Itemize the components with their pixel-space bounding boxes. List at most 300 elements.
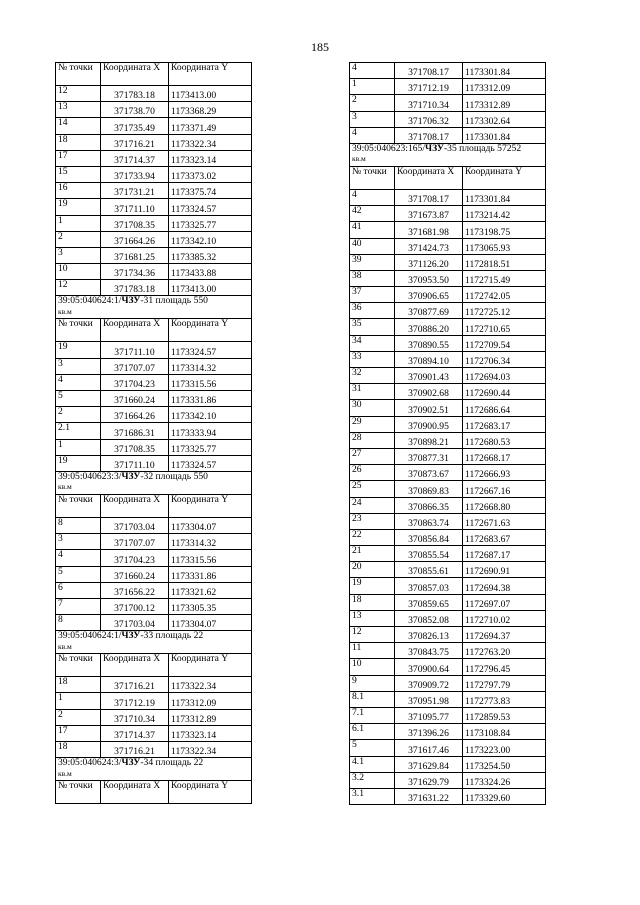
coord-y-header: Координата Y bbox=[169, 781, 252, 804]
table-row bbox=[350, 529, 546, 545]
coord-y-cell: 1173304.07 bbox=[169, 615, 252, 631]
coord-x-cell: 371711.10 bbox=[101, 455, 169, 471]
coord-x-cell: 371660.24 bbox=[101, 391, 169, 407]
point-number-cell: 14 bbox=[56, 118, 101, 134]
coord-y-cell: 1172683.17 bbox=[463, 416, 546, 432]
coord-y-cell: 1173301.84 bbox=[463, 63, 546, 79]
area-unit: кв.м bbox=[352, 154, 366, 164]
parcel-title bbox=[56, 758, 252, 781]
coord-x-cell: 370856.84 bbox=[395, 529, 463, 545]
table-row bbox=[56, 102, 252, 118]
table-row bbox=[56, 582, 252, 598]
point-number-cell: 16 bbox=[56, 183, 101, 199]
coord-x-cell: 371783.18 bbox=[101, 280, 169, 296]
coord-x-header: Координата X bbox=[101, 654, 169, 677]
point-number-cell: 1 bbox=[56, 215, 101, 231]
table-row bbox=[56, 150, 252, 166]
coord-y-cell: 1172668.80 bbox=[463, 497, 546, 513]
point-number-cell: 2 bbox=[56, 709, 101, 725]
point-number-cell: 7 bbox=[56, 598, 101, 614]
coord-x-cell: 371710.34 bbox=[101, 709, 169, 725]
parcel-number: 39:05:040624:1/ bbox=[58, 630, 122, 642]
coord-y-cell: 1173325.77 bbox=[169, 215, 252, 231]
point-number-cell: 19 bbox=[350, 578, 395, 594]
point-number-cell: 33 bbox=[350, 351, 395, 367]
table-row bbox=[56, 118, 252, 134]
coord-y-cell: 1172671.63 bbox=[463, 513, 546, 529]
table-row bbox=[350, 384, 546, 400]
point-number-cell: 12 bbox=[56, 86, 101, 102]
point-number-cell: 39 bbox=[350, 254, 395, 270]
table-row bbox=[56, 166, 252, 182]
point-number-cell: 18 bbox=[350, 594, 395, 610]
coord-x-cell: 371708.17 bbox=[395, 189, 463, 205]
point-number-cell: 31 bbox=[350, 384, 395, 400]
coord-x-cell: 371660.24 bbox=[101, 566, 169, 582]
parcel-title bbox=[56, 296, 252, 319]
point-number-cell: 4 bbox=[350, 127, 395, 143]
coord-y-cell: 1173371.49 bbox=[169, 118, 252, 134]
point-number-cell: 3.2 bbox=[350, 772, 395, 788]
page-number: 185 bbox=[311, 40, 329, 54]
point-number-cell: 10 bbox=[350, 659, 395, 675]
coord-x-cell: 370886.20 bbox=[395, 319, 463, 335]
table-row bbox=[350, 127, 546, 143]
left-column bbox=[55, 62, 252, 804]
coord-y-cell: 1172694.38 bbox=[463, 578, 546, 594]
coord-x-cell: 371712.19 bbox=[395, 79, 463, 95]
coord-y-cell: 1173301.84 bbox=[463, 127, 546, 143]
coord-x-cell: 371716.21 bbox=[101, 677, 169, 693]
point-number-cell: 3.1 bbox=[350, 788, 395, 804]
table-row bbox=[56, 517, 252, 533]
coord-x-cell: 371708.17 bbox=[395, 63, 463, 79]
table-row bbox=[350, 724, 546, 740]
point-number-cell: 8.1 bbox=[350, 691, 395, 707]
coord-x-cell: 371707.07 bbox=[101, 358, 169, 374]
table-row bbox=[56, 247, 252, 263]
coord-x-cell: 371424.73 bbox=[395, 238, 463, 254]
point-number-cell: 19 bbox=[56, 199, 101, 215]
coord-y-cell: 1173198.75 bbox=[463, 222, 546, 238]
point-number-cell: 28 bbox=[350, 432, 395, 448]
table-row bbox=[350, 756, 546, 772]
coord-x-cell: 371629.79 bbox=[395, 772, 463, 788]
point-number-cell: 13 bbox=[350, 610, 395, 626]
coordinates-table-right bbox=[349, 62, 546, 805]
coord-y-cell: 1173323.14 bbox=[169, 150, 252, 166]
table-header-row bbox=[56, 319, 252, 342]
table-row bbox=[56, 183, 252, 199]
coord-x-cell: 370890.55 bbox=[395, 335, 463, 351]
table-row bbox=[350, 254, 546, 270]
coord-y-cell: 1172742.05 bbox=[463, 287, 546, 303]
coord-x-header: Координата X bbox=[395, 166, 463, 189]
point-number-cell: 22 bbox=[350, 529, 395, 545]
table-row bbox=[350, 95, 546, 111]
coord-x-cell: 370898.21 bbox=[395, 432, 463, 448]
coord-x-cell: 371714.37 bbox=[101, 150, 169, 166]
point-number-cell: 5 bbox=[56, 391, 101, 407]
table-row bbox=[350, 432, 546, 448]
coord-y-cell: 1173333.94 bbox=[169, 423, 252, 439]
table-row bbox=[350, 287, 546, 303]
point-number-cell: 6.1 bbox=[350, 724, 395, 740]
coord-y-cell: 1172694.37 bbox=[463, 627, 546, 643]
table-row bbox=[56, 374, 252, 390]
table-row bbox=[350, 189, 546, 205]
point-number-cell: 19 bbox=[56, 342, 101, 358]
coordinates-table-left bbox=[55, 62, 252, 804]
coord-x-cell: 370951.98 bbox=[395, 691, 463, 707]
point-number-cell: 40 bbox=[350, 238, 395, 254]
table-row bbox=[56, 742, 252, 758]
right-column bbox=[349, 62, 546, 805]
table-row bbox=[350, 63, 546, 79]
table-row bbox=[56, 391, 252, 407]
coord-y-cell: 1172763.20 bbox=[463, 643, 546, 659]
coord-y-cell: 1173214.42 bbox=[463, 206, 546, 222]
coord-y-cell: 1173314.32 bbox=[169, 358, 252, 374]
point-number-cell: 35 bbox=[350, 319, 395, 335]
coord-y-cell: 1173223.00 bbox=[463, 740, 546, 756]
table-row bbox=[56, 280, 252, 296]
coord-y-cell: 1173331.86 bbox=[169, 566, 252, 582]
coord-x-cell: 371704.23 bbox=[101, 550, 169, 566]
table-row bbox=[350, 643, 546, 659]
table-row bbox=[56, 615, 252, 631]
table-row bbox=[56, 199, 252, 215]
table-row bbox=[350, 659, 546, 675]
coord-y-cell: 1173368.29 bbox=[169, 102, 252, 118]
point-number-cell: 4 bbox=[350, 63, 395, 79]
table-row bbox=[350, 270, 546, 286]
point-number-cell: 11 bbox=[350, 643, 395, 659]
area-unit: кв.м bbox=[58, 768, 72, 778]
coord-x-cell: 370900.64 bbox=[395, 659, 463, 675]
parcel-title bbox=[56, 631, 252, 654]
parcel-title-row bbox=[350, 143, 546, 166]
coord-x-cell: 370869.83 bbox=[395, 481, 463, 497]
table-row bbox=[56, 534, 252, 550]
coord-y-cell: 1173312.89 bbox=[463, 95, 546, 111]
table-header-row bbox=[56, 654, 252, 677]
table-row bbox=[56, 709, 252, 725]
table-header-row bbox=[350, 166, 546, 189]
coord-y-cell: 1173413.00 bbox=[169, 86, 252, 102]
coord-x-cell: 371783.18 bbox=[101, 86, 169, 102]
parcel-area: -32 площадь 550 bbox=[140, 471, 208, 482]
table-row bbox=[350, 594, 546, 610]
point-number-cell: 18 bbox=[56, 742, 101, 758]
coord-x-cell: 370906.65 bbox=[395, 287, 463, 303]
point-number-cell: 29 bbox=[350, 416, 395, 432]
table-row bbox=[350, 627, 546, 643]
coord-y-cell: 1173324.57 bbox=[169, 199, 252, 215]
coord-y-cell: 1173322.34 bbox=[169, 677, 252, 693]
parcel-number: 39:05:040623:165/ bbox=[352, 143, 426, 154]
coord-x-cell: 371396.26 bbox=[395, 724, 463, 740]
table-row bbox=[56, 215, 252, 231]
point-number-cell: 4 bbox=[350, 189, 395, 205]
coord-y-cell: 1173324.57 bbox=[169, 455, 252, 471]
coord-x-cell: 371617.46 bbox=[395, 740, 463, 756]
point-number-cell: 5 bbox=[350, 740, 395, 756]
coord-y-cell: 1172697.07 bbox=[463, 594, 546, 610]
coord-x-cell: 370852.08 bbox=[395, 610, 463, 626]
coord-x-cell: 371656.22 bbox=[101, 582, 169, 598]
coord-y-cell: 1172687.17 bbox=[463, 546, 546, 562]
coord-y-cell: 1172706.34 bbox=[463, 351, 546, 367]
table-row bbox=[350, 675, 546, 691]
coord-y-cell: 1172686.64 bbox=[463, 400, 546, 416]
coord-x-cell: 370909.72 bbox=[395, 675, 463, 691]
coord-y-cell: 1172725.12 bbox=[463, 303, 546, 319]
coord-x-cell: 370900.95 bbox=[395, 416, 463, 432]
coord-x-cell: 371708.35 bbox=[101, 439, 169, 455]
table-row bbox=[350, 513, 546, 529]
coord-y-cell: 1172668.17 bbox=[463, 448, 546, 464]
table-row bbox=[350, 79, 546, 95]
table-row bbox=[350, 740, 546, 756]
parcel-area: -31 площадь 550 bbox=[140, 295, 208, 307]
coord-y-cell: 1173302.64 bbox=[463, 111, 546, 127]
coord-y-cell: 1173433.88 bbox=[169, 264, 252, 280]
point-number-cell: 2 bbox=[350, 95, 395, 111]
point-number-cell: 27 bbox=[350, 448, 395, 464]
coord-x-cell: 370901.43 bbox=[395, 368, 463, 384]
point-number-cell: 38 bbox=[350, 270, 395, 286]
point-number-header: № точки bbox=[56, 781, 101, 804]
coord-y-cell: 1173331.86 bbox=[169, 391, 252, 407]
coord-x-cell: 371708.17 bbox=[395, 127, 463, 143]
coord-y-header: Координата Y bbox=[463, 166, 546, 189]
coord-y-header: Координата Y bbox=[169, 494, 252, 517]
point-number-header: № точки bbox=[56, 319, 101, 342]
table-row bbox=[350, 772, 546, 788]
coord-x-cell: 371681.98 bbox=[395, 222, 463, 238]
table-row bbox=[350, 546, 546, 562]
point-number-cell: 2 bbox=[56, 407, 101, 423]
coord-x-cell: 371629.84 bbox=[395, 756, 463, 772]
coord-y-cell: 1173254.50 bbox=[463, 756, 546, 772]
coord-x-cell: 371706.32 bbox=[395, 111, 463, 127]
point-number-cell: 25 bbox=[350, 481, 395, 497]
coord-x-cell: 371733.94 bbox=[101, 166, 169, 182]
coord-y-cell: 1172859.53 bbox=[463, 707, 546, 723]
point-number-cell: 8 bbox=[56, 615, 101, 631]
coord-x-cell: 371631.22 bbox=[395, 788, 463, 804]
coord-y-cell: 1173305.35 bbox=[169, 598, 252, 614]
coord-x-cell: 371703.04 bbox=[101, 615, 169, 631]
parcel-number: 39:05:040623:3/ bbox=[58, 471, 122, 482]
parcel-code: ЧЗУ bbox=[121, 757, 141, 769]
coord-x-cell: 370855.54 bbox=[395, 546, 463, 562]
table-row bbox=[350, 222, 546, 238]
point-number-cell: 10 bbox=[56, 264, 101, 280]
parcel-title-row bbox=[56, 471, 252, 494]
point-number-cell: 1 bbox=[56, 439, 101, 455]
table-row bbox=[350, 111, 546, 127]
coord-x-cell: 370953.50 bbox=[395, 270, 463, 286]
coord-x-cell: 370843.75 bbox=[395, 643, 463, 659]
table-row bbox=[56, 598, 252, 614]
point-number-cell: 37 bbox=[350, 287, 395, 303]
table-row bbox=[56, 725, 252, 741]
coord-y-cell: 1173312.89 bbox=[169, 709, 252, 725]
parcel-code: ЧЗУ bbox=[425, 143, 444, 154]
coord-y-header: Координата Y bbox=[169, 63, 252, 86]
coord-x-header: Координата X bbox=[101, 63, 169, 86]
point-number-cell: 4 bbox=[56, 550, 101, 566]
point-number-cell: 32 bbox=[350, 368, 395, 384]
coord-x-cell: 371712.19 bbox=[101, 693, 169, 709]
point-number-cell: 30 bbox=[350, 400, 395, 416]
table-row bbox=[350, 303, 546, 319]
table-row bbox=[56, 455, 252, 471]
coord-y-header: Координата Y bbox=[169, 654, 252, 677]
coord-y-cell: 1173312.09 bbox=[463, 79, 546, 95]
point-number-header: № точки bbox=[350, 166, 395, 189]
coord-x-cell: 370857.03 bbox=[395, 578, 463, 594]
table-row bbox=[350, 788, 546, 804]
coord-x-cell: 370902.51 bbox=[395, 400, 463, 416]
point-number-cell: 3 bbox=[56, 534, 101, 550]
point-number-cell: 36 bbox=[350, 303, 395, 319]
coord-y-cell: 1173325.77 bbox=[169, 439, 252, 455]
point-number-cell: 23 bbox=[350, 513, 395, 529]
point-number-cell: 20 bbox=[350, 562, 395, 578]
coord-x-cell: 370894.10 bbox=[395, 351, 463, 367]
coord-x-cell: 370877.31 bbox=[395, 448, 463, 464]
coord-x-header: Координата X bbox=[101, 494, 169, 517]
point-number-cell: 12 bbox=[350, 627, 395, 643]
point-number-cell: 4.1 bbox=[350, 756, 395, 772]
coord-y-cell: 1173324.26 bbox=[463, 772, 546, 788]
point-number-cell: 7.1 bbox=[350, 707, 395, 723]
coord-y-cell: 1173385.32 bbox=[169, 247, 252, 263]
point-number-cell: 41 bbox=[350, 222, 395, 238]
table-row bbox=[350, 578, 546, 594]
coord-x-cell: 371704.23 bbox=[101, 374, 169, 390]
coord-x-cell: 371735.49 bbox=[101, 118, 169, 134]
table-row bbox=[350, 707, 546, 723]
point-number-cell: 15 bbox=[56, 166, 101, 182]
table-row bbox=[56, 86, 252, 102]
table-row bbox=[350, 465, 546, 481]
point-number-cell: 3 bbox=[56, 247, 101, 263]
coord-x-cell: 371673.87 bbox=[395, 206, 463, 222]
point-number-cell: 26 bbox=[350, 465, 395, 481]
coord-y-cell: 1172773.83 bbox=[463, 691, 546, 707]
point-number-cell: 17 bbox=[56, 150, 101, 166]
coord-x-cell: 371664.26 bbox=[101, 231, 169, 247]
coord-x-cell: 370863.74 bbox=[395, 513, 463, 529]
coord-y-cell: 1173329.60 bbox=[463, 788, 546, 804]
coord-x-cell: 371734.36 bbox=[101, 264, 169, 280]
coord-x-cell: 371716.21 bbox=[101, 742, 169, 758]
coord-y-cell: 1172709.54 bbox=[463, 335, 546, 351]
table-row bbox=[350, 368, 546, 384]
coord-x-cell: 370877.69 bbox=[395, 303, 463, 319]
coord-y-cell: 1173065.93 bbox=[463, 238, 546, 254]
table-row bbox=[56, 693, 252, 709]
coord-x-cell: 371708.35 bbox=[101, 215, 169, 231]
table-row bbox=[56, 677, 252, 693]
coord-y-cell: 1172710.02 bbox=[463, 610, 546, 626]
coord-x-cell: 371707.07 bbox=[101, 534, 169, 550]
coord-x-cell: 371664.26 bbox=[101, 407, 169, 423]
table-row bbox=[350, 400, 546, 416]
coord-y-cell: 1173322.34 bbox=[169, 742, 252, 758]
coord-y-cell: 1173373.02 bbox=[169, 166, 252, 182]
coord-y-header: Координата Y bbox=[169, 319, 252, 342]
coord-y-cell: 1173375.74 bbox=[169, 183, 252, 199]
coord-y-cell: 1173315.56 bbox=[169, 550, 252, 566]
point-number-header: № точки bbox=[56, 63, 101, 86]
table-row bbox=[56, 134, 252, 150]
coord-x-cell: 371681.25 bbox=[101, 247, 169, 263]
area-unit: кв.м bbox=[58, 482, 72, 492]
table-row bbox=[350, 497, 546, 513]
coord-x-cell: 370873.67 bbox=[395, 465, 463, 481]
table-row bbox=[56, 407, 252, 423]
point-number-cell: 5 bbox=[56, 566, 101, 582]
coord-x-cell: 371703.04 bbox=[101, 517, 169, 533]
parcel-title-row bbox=[56, 758, 252, 781]
coord-x-cell: 371700.12 bbox=[101, 598, 169, 614]
table-header-row bbox=[56, 494, 252, 517]
point-number-cell: 24 bbox=[350, 497, 395, 513]
coord-y-cell: 1173301.84 bbox=[463, 189, 546, 205]
coord-y-cell: 1173312.09 bbox=[169, 693, 252, 709]
coord-y-cell: 1172694.03 bbox=[463, 368, 546, 384]
coord-x-cell: 371716.21 bbox=[101, 134, 169, 150]
area-unit: кв.м bbox=[58, 306, 72, 316]
coord-y-cell: 1172710.65 bbox=[463, 319, 546, 335]
table-row bbox=[350, 610, 546, 626]
coord-y-cell: 1173304.07 bbox=[169, 517, 252, 533]
coord-x-header: Координата X bbox=[101, 319, 169, 342]
point-number-cell: 18 bbox=[56, 677, 101, 693]
point-number-cell: 12 bbox=[56, 280, 101, 296]
point-number-cell: 1 bbox=[350, 79, 395, 95]
coord-y-cell: 1173314.32 bbox=[169, 534, 252, 550]
table-row bbox=[350, 319, 546, 335]
table-row bbox=[350, 206, 546, 222]
table-row bbox=[56, 231, 252, 247]
coord-x-cell: 371710.34 bbox=[395, 95, 463, 111]
table-row bbox=[350, 448, 546, 464]
parcel-number: 39:05:040624:3/ bbox=[58, 757, 122, 769]
parcel-code: ЧЗУ bbox=[121, 471, 141, 482]
coord-y-cell: 1173108.84 bbox=[463, 724, 546, 740]
coord-y-cell: 1173315.56 bbox=[169, 374, 252, 390]
parcel-area: -33 площадь 22 bbox=[140, 630, 204, 642]
parcel-code: ЧЗУ bbox=[121, 295, 141, 307]
table-row bbox=[56, 566, 252, 582]
table-row bbox=[56, 358, 252, 374]
coord-x-cell: 370826.13 bbox=[395, 627, 463, 643]
coord-y-cell: 1172667.16 bbox=[463, 481, 546, 497]
table-row bbox=[350, 691, 546, 707]
coord-x-cell: 371711.10 bbox=[101, 199, 169, 215]
parcel-number: 39:05:040624:1/ bbox=[58, 295, 122, 307]
coord-y-cell: 1172690.91 bbox=[463, 562, 546, 578]
coord-y-cell: 1173342.10 bbox=[169, 407, 252, 423]
table-row bbox=[56, 550, 252, 566]
point-number-cell: 4 bbox=[56, 374, 101, 390]
